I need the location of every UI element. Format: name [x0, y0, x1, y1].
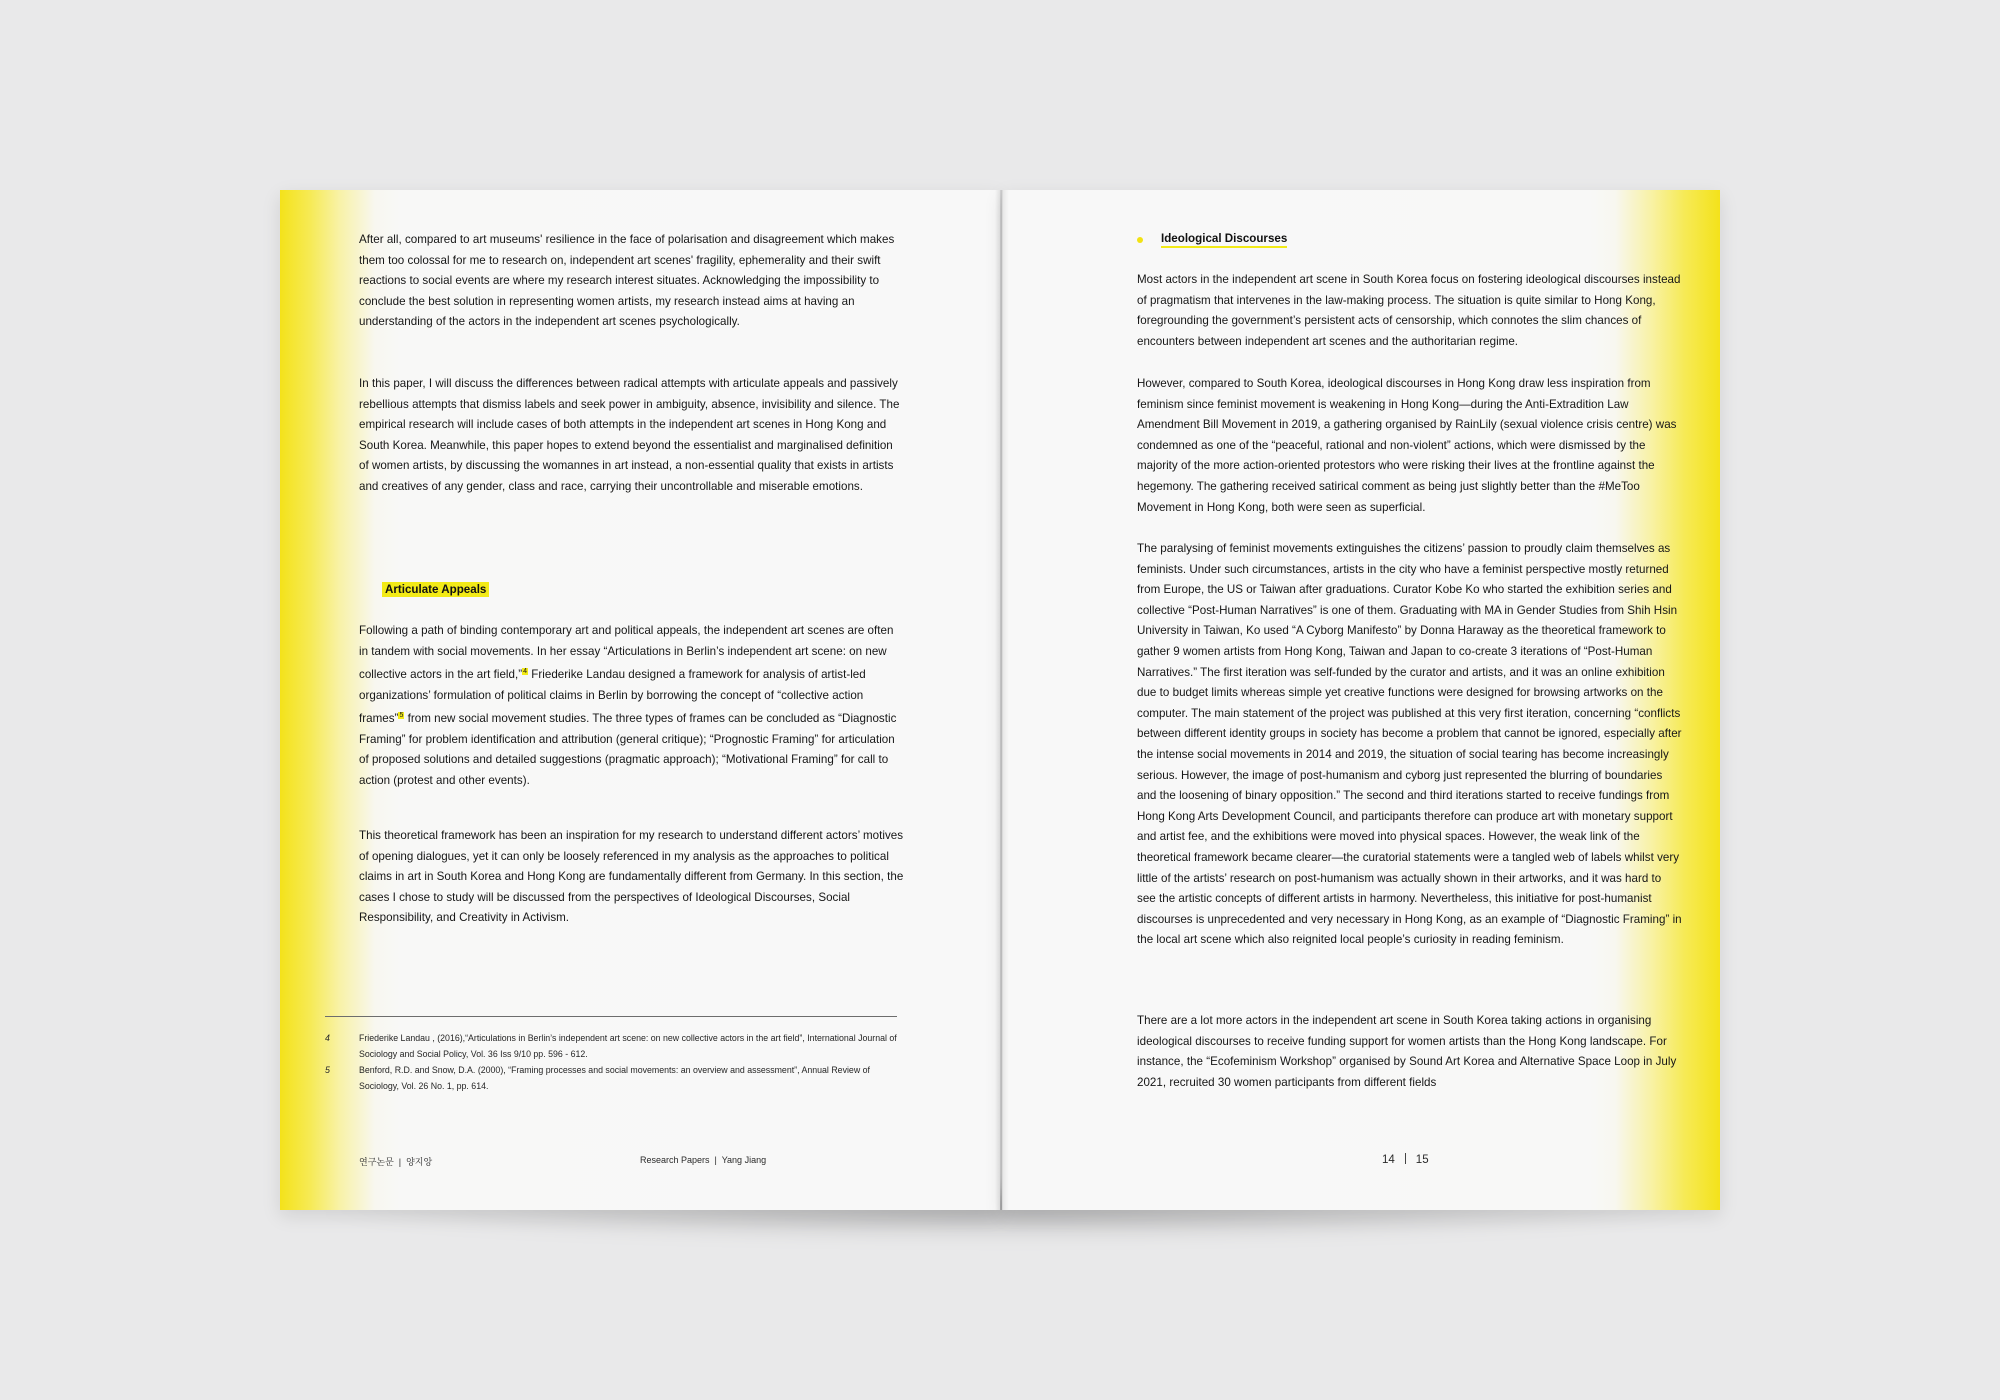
- page-number-separator: [1405, 1153, 1406, 1164]
- footnote-marker-5[interactable]: 5: [399, 712, 404, 720]
- page-numbers: [1382, 1153, 1429, 1166]
- left-paragraph-3: [359, 621, 904, 791]
- left-page: [280, 190, 1000, 1210]
- left-paragraph-4: This theoretical framework has been an inspiration for my research to understand different actors’ motives of opening dialogues, yet it can only be loosely referenced in my analysis as the approaches to political claims in art in South Korea and Hong Kong are fundamentally different from Germany. In this section, the cases I chose to study will be discussed from the perspectives of Ideological Discourses, Social Responsibility, and Creativity in Activism.: [359, 829, 904, 925]
- left-paragraph-2: In this paper, I will discuss the differences between radical attempts with articulate appeals and passively rebellious attempts that dismiss labels and seek power in ambiguity, absence, invisibility and silence. The empirical research will include cases of both attempts in the independent art scenes in Hong Kong and South Korea. Meanwhile, this paper hopes to extend beyond the essentialist and marginalised definition of women artists, by discussing the womannes in art instead, a non-essential quality that exists in artists and creatives of any gender, class and race, carrying their uncontrollable and miserable emotions.: [359, 377, 900, 493]
- footnote-5: Benford, R.D. and Snow, D.A. (2000), “Framing processes and social movements: an overview and assessment”, Annual Review of Sociology, Vol. 26 No. 1, pp. 614.: [359, 1065, 870, 1091]
- p3-text-b: Friederike Landau designed a framework for analysis of artist-led organizations’ formulation of political claims in Berlin by borrowing the concept of “collective action frames”: [359, 668, 866, 726]
- footnote-number-4: 4: [325, 1033, 330, 1043]
- p3-text-a: Following a path of binding contemporary art and political appeals, the independent art scenes are often in tandem with social movements. In her essay “Articulations in Berlin’s independent art scene: on new collective actors in the art field,”: [359, 624, 894, 682]
- page-number-left: 14: [1382, 1154, 1395, 1166]
- footer-korean: 연구논문 | 양지앙: [359, 1157, 433, 1167]
- left-paragraph-1: After all, compared to art museums' resilience in the face of polarisation and disagreement which makes them too colossal for me to research on, independent art scenes' fragility, ephemerality and their swift reactions to social events are where my research interest situates. Acknowledging the impossibility to conclude the best solution in representing women artists, my research instead aims at having an understanding of the actors in the independent art scenes psychologically.: [359, 233, 895, 329]
- footnote-number-5: 5: [325, 1065, 330, 1075]
- footer-research-papers: Research Papers | Yang Jiang: [640, 1155, 767, 1165]
- right-paragraph-2: However, compared to South Korea, ideological discourses in Hong Kong draw less inspiration from feminism since feminist movement is weakening in Hong Kong—during the Anti-Extradition Law Amendment Bill Movement in 2019, a gathering organised by RainLily (sexual violence crisis centre) was condemned as one of the “peaceful, rational and non-violent” actions, which were dismissed by the majority of the more action-oriented protestors who were risking their lives at the frontline against the hegemony. The gathering received satirical comment as being just slightly better than the #MeToo Movement in Hong Kong, both were seen as superficial.: [1137, 377, 1677, 514]
- right-paragraph-3: The paralysing of feminist movements extinguishes the citizens’ passion to proudly claim themselves as feminists. Under such circumstances, artists in the city who have a feminist perspective mostly returned from Europe, the US or Taiwan after graduations. Curator Kobe Ko who started the exhibition series and collective “Post-Human Narratives” is one of them. Graduating with MA in Gender Studies from Shih Hsin University in Taiwan, Ko used “A Cyborg Manifesto” by Donna Haraway as the theoretical framework to gather 9 women artists from Hong Kong, Taiwan and Japan to co-create 3 iterations of “Post-Human Narratives.” The first iteration was self-funded by the curator and artists, and it was an online exhibition due to budget limits whereas simple yet creative functions were designed for browsing artworks on the computer. The main statement of the project was published at this very first iteration, concerning “conflicts between different identity groups in society has become a problem that cannot be ignored, especially after the intense social movements in 2014 and 2019, the situation of social tearing has become increasingly serious. However, the image of post-humanism and cyborg just represented the blurring of boundaries and the loosening of binary opposition.” The second and third iterations started to receive fundings from Hong Kong Arts Development Council, and participants therefore can produce art with monetary support and artist fee, and the exhibitions were moved into physical spaces. However, the weak link of the theoretical framework became clearer—the curatorial statements were a tangled web of labels whilst very little of the artists’ research on post-humanism was actually shown in their artworks, and it was hard to see the artistic concepts of different artists in harmony. Nevertheless, this initiative for post-humanist discourses is unprecedented and very necessary in Hong Kong, as an example of “Diagnostic Framing” in the local art scene which also reignited local people’s curiosity in reading feminism.: [1137, 542, 1682, 947]
- heading-text: Articulate Appeals: [382, 582, 489, 597]
- heading-text: Ideological Discourses: [1161, 232, 1287, 248]
- p3-text-c: from new social movement studies. The three types of frames can be concluded as “Diagnostic Framing” for problem identification and attribution (general critique); “Prognostic Framing” for articulation of proposed solutions and detailed suggestions (pragmatic approach); “Motivational Framing” for call to action (protest and other events).: [359, 712, 897, 787]
- page-number-right: 15: [1415, 1154, 1429, 1166]
- bullet-dot-icon: [1137, 237, 1143, 243]
- section-heading-articulate-appeals: [382, 583, 489, 596]
- footnote-marker-4[interactable]: 4: [523, 668, 528, 676]
- right-paragraph-1: Most actors in the independent art scene in South Korea focus on fostering ideological discourses instead of pragmatism that intervenes in the law-making process. The situation is quite similar to Hong Kong, foregrounding the government’s persistent acts of censorship, which connotes the slim chances of encounters between independent art scenes and the authoritarian regime.: [1137, 273, 1681, 348]
- footnote-4: Friederike Landau , (2016),“Articulations in Berlin’s independent art scene: on new collective actors in the art field”, International Journal of Sociology and Social Policy, Vol. 36 Iss 9/10 pp. 596 - 612.: [359, 1033, 897, 1059]
- section-heading-ideological-discourses: [1161, 232, 1287, 245]
- right-paragraph-4: There are a lot more actors in the independent art scene in South Korea taking actions in organising ideological discourses to receive funding support for women artists than the Hong Kong landscape. For instance, the “Ecofeminism Workshop” organised by Sound Art Korea and Alternative Space Loop in July 2021, recruited 30 women participants from different fields: [1137, 1014, 1677, 1089]
- right-page: [1002, 190, 1720, 1210]
- footnote-divider: [325, 1016, 897, 1017]
